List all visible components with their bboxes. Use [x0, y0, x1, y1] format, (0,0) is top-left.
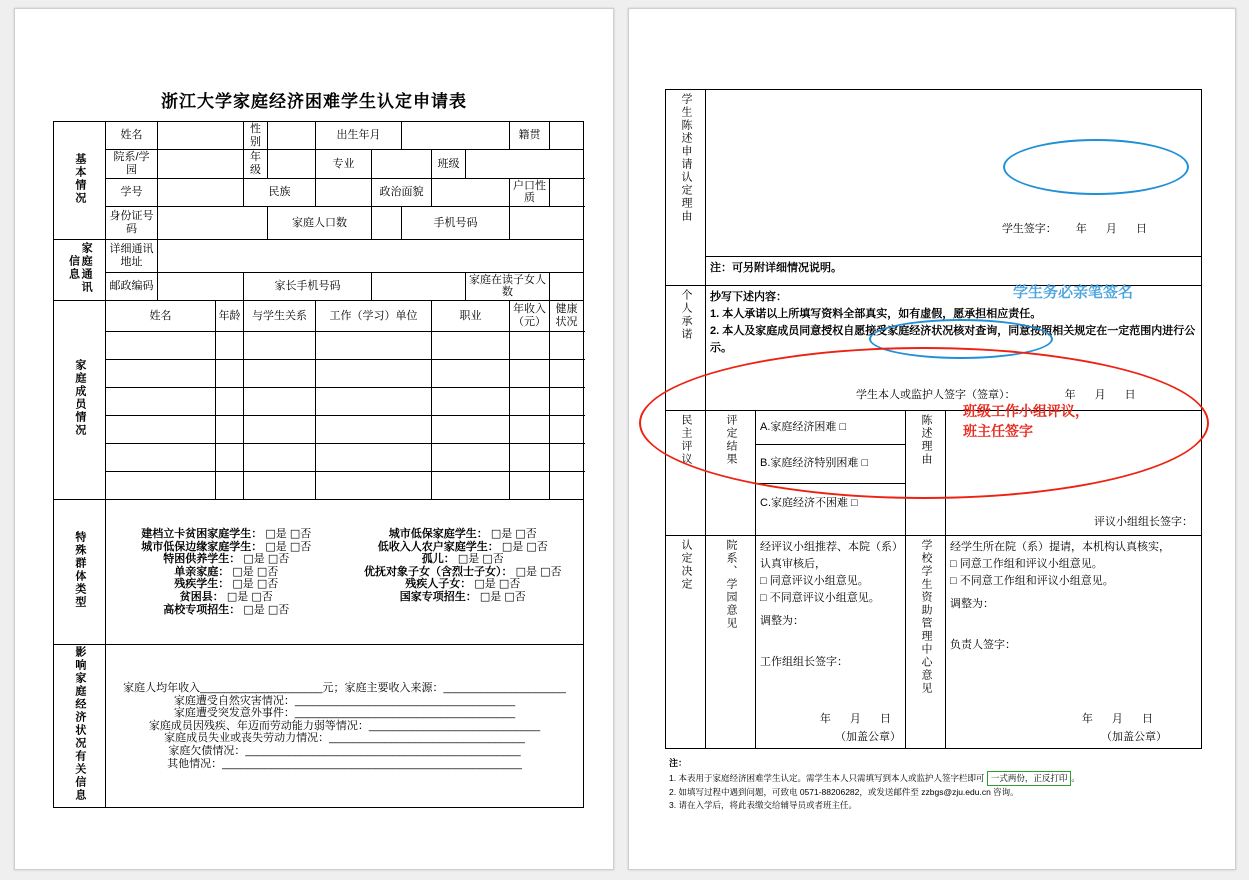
input-family-size[interactable]: [372, 206, 402, 239]
cell-member-income[interactable]: [510, 388, 550, 416]
checkbox-no[interactable]: □: [498, 577, 510, 591]
cell-member-income[interactable]: [510, 416, 550, 444]
college-seal: （加盖公章）: [835, 730, 901, 743]
input-class[interactable]: [466, 150, 584, 178]
label-parent-phone: 家长手机号码: [244, 272, 372, 300]
label-hukou: 户口性质: [510, 178, 550, 206]
decision-center-area[interactable]: [946, 536, 1202, 749]
review-options: [756, 411, 906, 536]
label-grade: 年级: [244, 150, 268, 178]
cell-member-relation[interactable]: [244, 472, 316, 500]
cell-member-name[interactable]: [106, 444, 216, 472]
label-students-in-school: 家庭在读子女人数: [466, 272, 550, 300]
col-member-health: 健康状况: [550, 301, 584, 332]
annotation-red-line-1: 班级工作小组评议，: [963, 403, 1089, 419]
table-row: [666, 90, 1202, 257]
cell-member-employer[interactable]: [316, 472, 432, 500]
checkbox-no[interactable]: □: [267, 552, 279, 566]
special-label: 优抚对象子女（含烈士子女）：: [364, 565, 513, 578]
center-option-disagree[interactable]: □ 不同意工作组和评议小组意见。: [950, 575, 1114, 588]
checkbox-no[interactable]: □: [251, 590, 262, 604]
table-row: [54, 332, 584, 360]
label-idcard: 身份证号码: [106, 206, 158, 239]
label-address: 详细通讯地址: [106, 239, 158, 272]
special-label: 低收入人农户家庭学生：: [377, 540, 499, 553]
cell-member-job[interactable]: [432, 416, 510, 444]
input-major[interactable]: [372, 150, 432, 178]
checkbox-yes[interactable]: □: [501, 539, 513, 553]
table-row: [54, 472, 584, 500]
promise-item-1: 1. 本人承诺以上所填写资料全部真实，如有虚假，愿承担相应责任。: [710, 308, 1042, 321]
table-row: [54, 206, 584, 239]
cell-member-name[interactable]: [106, 416, 216, 444]
center-seal: （加盖公章）: [1101, 730, 1167, 743]
checkbox-yes[interactable]: □: [457, 552, 469, 566]
cell-member-health[interactable]: [550, 472, 584, 500]
center-date: 年 月 日: [1081, 712, 1161, 725]
checkbox-no[interactable]: □: [256, 577, 268, 591]
input-origin[interactable]: [550, 122, 584, 150]
highlight-print-note: 一式两份，正反打印: [987, 771, 1072, 786]
checkbox-no[interactable]: □: [289, 526, 301, 540]
input-college[interactable]: [158, 150, 244, 178]
checkbox-yes[interactable]: □: [226, 590, 238, 604]
table-row: [54, 178, 584, 206]
cell-member-name[interactable]: [106, 360, 216, 388]
checkbox-yes[interactable]: □: [243, 552, 254, 566]
checkbox-no[interactable]: □: [515, 526, 526, 540]
cell-member-health[interactable]: [550, 416, 584, 444]
col-member-name: 姓名: [106, 301, 216, 332]
checkbox-yes[interactable]: □: [232, 577, 243, 591]
cell-member-age[interactable]: [216, 472, 244, 500]
special-label: 高校专项招生：: [163, 603, 241, 616]
checkbox-yes[interactable]: □: [479, 590, 491, 604]
input-sid[interactable]: [158, 178, 244, 206]
table-row: [54, 301, 584, 332]
cell-member-income[interactable]: [510, 360, 550, 388]
footnote-head: 注：: [669, 758, 688, 768]
economy-line[interactable]: 家庭遭受自然灾害情况：____________________________________: [173, 694, 516, 707]
table-row: [666, 286, 1202, 411]
cell-member-relation[interactable]: [244, 444, 316, 472]
review-option-c[interactable]: C.家庭经济不困难 □: [760, 496, 858, 509]
checkbox-no[interactable]: □: [482, 552, 493, 566]
table-row: [54, 416, 584, 444]
col-member-employer: 工作（学习）单位: [316, 301, 432, 332]
checkbox-yes[interactable]: □: [243, 602, 254, 616]
cell-member-health[interactable]: [550, 388, 584, 416]
economy-line[interactable]: 家庭欠债情况：_____________________________________________: [168, 745, 521, 758]
special-label: 国家专项招生：: [399, 591, 477, 604]
section-democratic-review: 民主评议: [666, 411, 706, 536]
input-address[interactable]: [158, 239, 584, 272]
cell-member-income[interactable]: [510, 332, 550, 360]
special-label: 城市低保家庭学生：: [388, 527, 488, 540]
college-option-disagree[interactable]: □ 不同意评议小组意见。: [760, 592, 880, 605]
input-hukou[interactable]: [550, 178, 584, 206]
cell-member-job[interactable]: [432, 472, 510, 500]
student-statement-area[interactable]: [706, 90, 1202, 257]
section-personal-promise: 个人承诺: [666, 286, 706, 411]
label-family-size: 家庭人口数: [268, 206, 372, 239]
cell-member-health[interactable]: [550, 332, 584, 360]
promise-lead: 抄写下述内容：: [710, 291, 787, 303]
cell-member-age[interactable]: [216, 360, 244, 388]
college-sign: 工作组组长签字：: [760, 656, 848, 669]
form-footnotes: [669, 757, 1209, 812]
college-adjust[interactable]: 调整为：: [760, 615, 804, 628]
economy-line[interactable]: 家庭成员因残疾、年迈而劳动能力弱等情况：____________________________: [148, 719, 541, 732]
special-label: 城市低保边缘家庭学生：: [141, 540, 263, 553]
section-basic: 基本情况: [54, 122, 106, 240]
table-row: [54, 388, 584, 416]
table-row: [666, 411, 1202, 536]
cell-member-age[interactable]: [216, 388, 244, 416]
label-college: 院系/学园: [106, 150, 158, 178]
label-phone: 手机号码: [402, 206, 510, 239]
special-label: 孤儿：: [421, 553, 455, 566]
input-parent-phone[interactable]: [372, 272, 466, 300]
checkbox-no[interactable]: □: [289, 539, 301, 553]
label-postcode: 邮政编码: [106, 272, 158, 300]
input-nation[interactable]: [316, 178, 372, 206]
checkbox-no[interactable]: □: [540, 564, 551, 578]
economy-line[interactable]: 家庭成员失业或丧失劳动力情况：________________________________: [164, 732, 525, 745]
checkbox-yes[interactable]: □: [474, 577, 485, 591]
guardian-signature-date: 年 月 日: [1064, 388, 1144, 401]
label-major: 专业: [316, 150, 372, 178]
label-birth: 出生年月: [316, 122, 402, 150]
input-students-in-school[interactable]: [550, 272, 584, 300]
review-option-a[interactable]: A.家庭经济困难 □: [756, 411, 905, 445]
special-label: 残疾学生：: [174, 578, 230, 591]
section-student-statement: 学生陈述申请认定理由: [666, 90, 706, 286]
footnote-line-3: 3. 请在入学后，将此表缴交给辅导员或者班主任。: [669, 800, 857, 811]
college-option-agree[interactable]: □ 同意评议小组意见。: [760, 575, 869, 588]
table-row: [54, 500, 584, 645]
cell-member-name[interactable]: [106, 472, 216, 500]
special-label: 残疾人子女：: [405, 578, 472, 591]
table-row: [54, 239, 584, 272]
center-sign: 负责人签字：: [950, 639, 1016, 652]
special-label: 贫困县：: [179, 591, 224, 604]
input-grade[interactable]: [268, 150, 316, 178]
cell-member-relation[interactable]: [244, 360, 316, 388]
cell-member-age[interactable]: [216, 444, 244, 472]
input-phone[interactable]: [510, 206, 584, 239]
input-politics[interactable]: [432, 178, 510, 206]
guardian-signature-label: 学生本人或监护人签字（签章）：: [856, 388, 1016, 401]
col-member-age: 年龄: [216, 301, 244, 332]
economy-line[interactable]: 其他情况：_________________________________________________: [167, 757, 522, 770]
label-gender: 性别: [244, 122, 268, 150]
cell-member-health[interactable]: [550, 444, 584, 472]
center-adjust[interactable]: 调整为：: [950, 598, 994, 611]
table-row: [54, 360, 584, 388]
review-result-label: 评定结果: [706, 411, 756, 536]
input-name[interactable]: [158, 122, 244, 150]
table-row: [54, 645, 584, 808]
statement-note: 注：可另附详细情况说明。: [706, 257, 1202, 286]
checkbox-yes[interactable]: □: [265, 539, 276, 553]
cell-member-name[interactable]: [106, 332, 216, 360]
decision-college-label: 院系、学园意见: [706, 536, 756, 749]
special-group-block: 建档立卡贫困家庭学生： □是 □否 城市低保边缘家庭学生： □是 □否 特困供养学生： □是 □否 单亲家庭： □是 □否 残疾学生： □是 □否 贫困县： □是 □否 高校专项招生： □是 □否 城市低保家庭学生： □是 □否 低收入人农户家庭学生： □是 □否 孤儿： □是 □否 优抚对象子女（含烈士子女）： □是 □否 残疾人子女： □是 □否 国家专项招生： □是 □否: [106, 500, 584, 645]
review-option-b[interactable]: B.家庭经济特别困难 □: [756, 445, 905, 484]
page-title: 浙江大学家庭经济困难学生认定申请表: [161, 92, 467, 111]
annotation-red-line-2: 班主任签字: [963, 423, 1033, 440]
cell-member-age[interactable]: [216, 332, 244, 360]
table-row: [54, 150, 584, 178]
cell-member-health[interactable]: [550, 360, 584, 388]
cell-member-employer[interactable]: [316, 444, 432, 472]
cell-member-income[interactable]: [510, 444, 550, 472]
input-idcard[interactable]: [158, 206, 268, 239]
special-label: 建档立卡贫困家庭学生：: [141, 527, 263, 540]
college-text: 经评议小组推荐、本院（系）认真审核后，: [760, 541, 898, 571]
input-postcode[interactable]: [158, 272, 244, 300]
cell-member-relation[interactable]: [244, 332, 316, 360]
label-name: 姓名: [106, 122, 158, 150]
form-page-right: [628, 8, 1236, 870]
label-politics: 政治面貌: [372, 178, 432, 206]
input-birth[interactable]: [402, 122, 510, 150]
cell-member-job[interactable]: [432, 332, 510, 360]
promise-area[interactable]: [706, 286, 1202, 411]
table-row: [54, 272, 584, 300]
footnote-line-2: 2. 如填写过程中遇到问题，可致电 0571-88206282，或发送邮件至 zzbgs@zju.edu.cn 咨询。: [669, 787, 1019, 798]
cell-member-income[interactable]: [510, 472, 550, 500]
cell-member-employer[interactable]: [316, 388, 432, 416]
approval-form-table: [665, 89, 1202, 749]
promise-item-2: 2. 本人及家庭成员同意授权自愿接受家庭经济状况核对查询，同意按照相关规定在一定范围内进行公示。: [710, 325, 1196, 355]
checkbox-no[interactable]: □: [267, 602, 279, 616]
checkbox-yes[interactable]: □: [265, 526, 276, 540]
table-row: [54, 122, 584, 150]
col-member-job: 职业: [432, 301, 510, 332]
cell-member-relation[interactable]: [244, 416, 316, 444]
center-text: 经学生所在院（系）提请，本机构认真核实，: [950, 541, 1170, 553]
economy-line[interactable]: 家庭遭受突发意外事件：____________________________________: [173, 707, 516, 720]
decision-college-area[interactable]: [756, 536, 906, 749]
application-form-table: [53, 121, 584, 808]
cell-member-job[interactable]: [432, 388, 510, 416]
special-label: 单亲家庭：: [174, 565, 230, 578]
decision-center-label: 学校学生资助管理中心意见: [906, 536, 946, 749]
table-row: [666, 536, 1202, 749]
cell-member-relation[interactable]: [244, 388, 316, 416]
label-origin: 籍贯: [510, 122, 550, 150]
label-class: 班级: [432, 150, 466, 178]
col-member-income: 年收入（元）: [510, 301, 550, 332]
cell-member-employer[interactable]: [316, 416, 432, 444]
checkbox-no[interactable]: □: [256, 564, 268, 578]
student-signature-date: 年 月 日: [1075, 222, 1155, 235]
college-date: 年 月 日: [819, 712, 899, 725]
student-signature-label: 学生签字：: [1001, 222, 1057, 235]
cell-member-name[interactable]: [106, 388, 216, 416]
checkbox-yes[interactable]: □: [515, 564, 527, 578]
section-members: 家庭成员情况: [54, 301, 106, 500]
cell-member-employer[interactable]: [316, 360, 432, 388]
footnote-line-1: 1. 本表用于家庭经济困难学生认定。需学生本人只需填写到本人或监护人签字栏即可 一式两份，正反打印 。: [669, 771, 1209, 786]
form-page-left: [14, 8, 614, 870]
section-contact: 家庭通讯信息: [54, 239, 106, 300]
economy-line[interactable]: 家庭人均年收入____________________元；家庭主要收入来源：____________________: [123, 681, 566, 694]
section-special: 特殊群体类型: [54, 500, 106, 645]
checkbox-no[interactable]: □: [504, 590, 515, 604]
col-member-relation: 与学生关系: [244, 301, 316, 332]
section-economy: 影响家庭经济状况有关信息: [54, 645, 106, 808]
input-gender[interactable]: [268, 122, 316, 150]
cell-member-job[interactable]: [432, 360, 510, 388]
review-reason-label: 陈述理由: [906, 411, 946, 536]
section-decision: 认定决定: [666, 536, 706, 749]
special-label: 特困供养学生：: [163, 553, 241, 566]
annotation-text-sign-personally: 学生务必亲笔签名: [1013, 284, 1134, 301]
cell-member-job[interactable]: [432, 444, 510, 472]
annotation-text-class-review: [963, 401, 1089, 442]
center-option-agree[interactable]: □ 同意工作组和评议小组意见。: [950, 558, 1103, 571]
economy-lines-block: [106, 645, 584, 808]
table-row: [54, 444, 584, 472]
checkbox-no[interactable]: □: [526, 539, 537, 553]
checkbox-yes[interactable]: □: [232, 564, 243, 578]
cell-member-employer[interactable]: [316, 332, 432, 360]
checkbox-yes[interactable]: □: [490, 526, 502, 540]
label-sid: 学号: [106, 178, 158, 206]
review-group-signature: 评议小组组长签字：: [1094, 515, 1193, 528]
cell-member-age[interactable]: [216, 416, 244, 444]
label-nation: 民族: [244, 178, 316, 206]
